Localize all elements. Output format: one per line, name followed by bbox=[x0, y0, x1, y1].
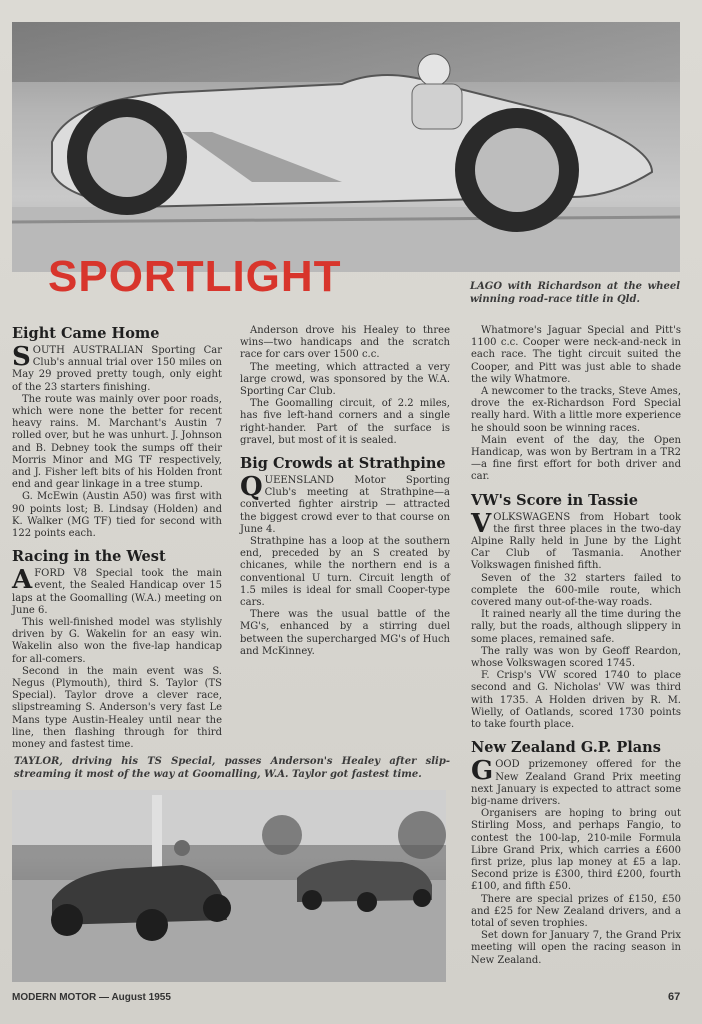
drop-cap: S bbox=[12, 342, 31, 372]
racing-car-illustration bbox=[12, 22, 680, 272]
page-number: 67 bbox=[668, 991, 681, 1003]
paragraph: Whatmore's Jaguar Special and Pitt's 1100 c.c. Cooper were neck-and-neck in each race. The tight circuit suited the Cooper, and Pitt was just able to shade the wily Whatmore. bbox=[471, 325, 681, 385]
photo-racing-car bbox=[12, 22, 680, 272]
paragraph: Anderson drove his Healey to three wins—two handicaps and the scratch race for cars over 1500 c.c. bbox=[240, 325, 450, 361]
heading-eight-came-home: Eight Came Home bbox=[12, 325, 160, 342]
paragraph: Second in the main event was S. Negus (Plymouth), third S. Taylor (TS Special). Taylor drove a clever race, slipstreaming S. Anderson's very fast Le Mans type Austin-Healey until near the line, then flashing through for third money and fastest time. bbox=[12, 665, 222, 751]
drop-cap: A bbox=[12, 565, 33, 596]
column-3 bbox=[471, 325, 681, 967]
heading-racing-in-the-west: Racing in the West bbox=[12, 548, 166, 566]
paragraph: Main event of the day, the Open Handicap, was won by Bertram in a TR2—a fine first effort for both driver and car. bbox=[471, 434, 681, 483]
caption-top: LAGO with Richardson at the wheel winning road-race title in Qld. bbox=[470, 281, 680, 305]
page-title: SPORTLIGHT bbox=[48, 252, 342, 301]
drop-cap: V bbox=[471, 508, 492, 539]
paragraph: The route was mainly over poor roads, which were none the better for recent heavy rains. M. Marchant's Austin 7 rolled over, but he was unhurt. J. Johnson and B. Debney took the sumps off their Morris Minor and MG TF respectively, and J. Fisher left bits of his Holden front end and gear linkage in a tree stump. bbox=[12, 393, 222, 491]
paragraph: There are special prizes of £150, £50 and £25 for New Zealand drivers, and a total of seven trophies. bbox=[471, 893, 681, 929]
paragraph: It rained nearly all the time during the rally, but the roads, although slippery in some places, remained safe. bbox=[471, 609, 681, 645]
heading-new-zealand-gp-plans: New Zealand G.P. Plans bbox=[471, 739, 661, 757]
paragraph: The Goomalling circuit, of 2.2 miles, has five left-hand corners and a single right-hander. Part of the surface is gravel, but most of it is sealed. bbox=[240, 398, 450, 446]
heading-vws-score-in-tassie: VW's Score in Tassie bbox=[471, 491, 639, 509]
paragraph: This well-finished model was stylishly driven by G. Wakelin for an easy win. Wakelin also won the five-lap handicap for all-comers. bbox=[12, 617, 222, 665]
paragraph: F. Crisp's VW scored 1740 to place second and G. Nicholas' VW was third with 1735. A Holden driven by R. M. Wielly, of Oatlands, scored 1730 points to take fourth place. bbox=[471, 670, 681, 731]
footer-magazine: MODERN MOTOR — August 1955 bbox=[12, 992, 171, 1003]
paragraph: GOOD prizemoney offered for the New Zealand Grand Prix meeting next January is expected to attract some big-name drivers. bbox=[471, 756, 681, 807]
drop-cap: G bbox=[471, 756, 494, 787]
paragraph: There was the usual battle of the MG's, enhanced by a stirring duel between the supercharged MG's of Huch and McKinney. bbox=[240, 609, 450, 657]
paragraph: G. McEwin (Austin A50) was first with 90 points lost; B. Lindsay (Holden) and K. Walker (MG TF) tied for second with 122 points each. bbox=[12, 491, 222, 540]
paragraph: The rally was won by Geoff Reardon, whose Volkswagen scored 1745. bbox=[471, 645, 681, 670]
column-1 bbox=[12, 325, 222, 751]
paragraph: Set down for January 7, the Grand Prix meeting will open the racing season in New Zealand. bbox=[471, 930, 681, 966]
race-scene-illustration bbox=[12, 790, 446, 982]
paragraph: SOUTH AUSTRALIAN Sporting Car Club's annual trial over 150 miles on May 29 proved pretty tough, only eight of the 23 starters finishing. bbox=[12, 342, 222, 393]
column-2 bbox=[240, 325, 450, 658]
heading-big-crowds-at-strathpine: Big Crowds at Strathpine bbox=[240, 455, 446, 473]
paragraph: The meeting, which attracted a very large crowd, was sponsored by the W.A. Sporting Car Club. bbox=[240, 361, 450, 398]
photo-goomalling-race bbox=[12, 790, 446, 982]
paragraph: A FORD V8 Special took the main event, the Sealed Handicap over 15 laps at the Goomalling (W.A.) meeting on June 6. bbox=[12, 565, 222, 616]
paragraph: Organisers are hoping to bring out Stirling Moss, and perhaps Fangio, to contest the 100-lap, 210-mile Formula Libre Grand Prix, which carries a £600 first prize, plus lap money at £5 a lap. Second prize is £300, third £200, fourth £100, and fifth £50. bbox=[471, 808, 681, 893]
paragraph: QUEENSLAND Motor Sporting Club's meeting at Strathpine—a converted fighter airstrip — attracted the biggest crowd ever to that course on June 4. bbox=[240, 472, 450, 535]
paragraph: A newcomer to the tracks, Steve Ames, drove the ex-Richardson Ford Special really hard. With a little more experience he should soon be winning races. bbox=[471, 386, 681, 434]
paragraph: Seven of the 32 starters failed to complete the 600-mile route, which covered many out-of-the-way roads. bbox=[471, 572, 681, 609]
paragraph: Strathpine has a loop at the southern end, preceded by an S created by chicanes, while the northern end is a conventional U turn. Circuit length of 1.5 miles is ideal for small Cooper-type cars. bbox=[240, 536, 450, 609]
paragraph: VOLKSWAGENS from Hobart took the first three places in the two-day Alpine Rally held in June by the Light Car Club of Tasmania. Another Volkswagen finished fifth. bbox=[471, 508, 681, 572]
drop-cap: Q bbox=[240, 472, 263, 503]
caption-middle: TAYLOR, driving his TS Special, passes Anderson's Healey after slip-streaming it most of the way at Goomalling, W.A. Taylor got fastest time. bbox=[14, 756, 450, 780]
